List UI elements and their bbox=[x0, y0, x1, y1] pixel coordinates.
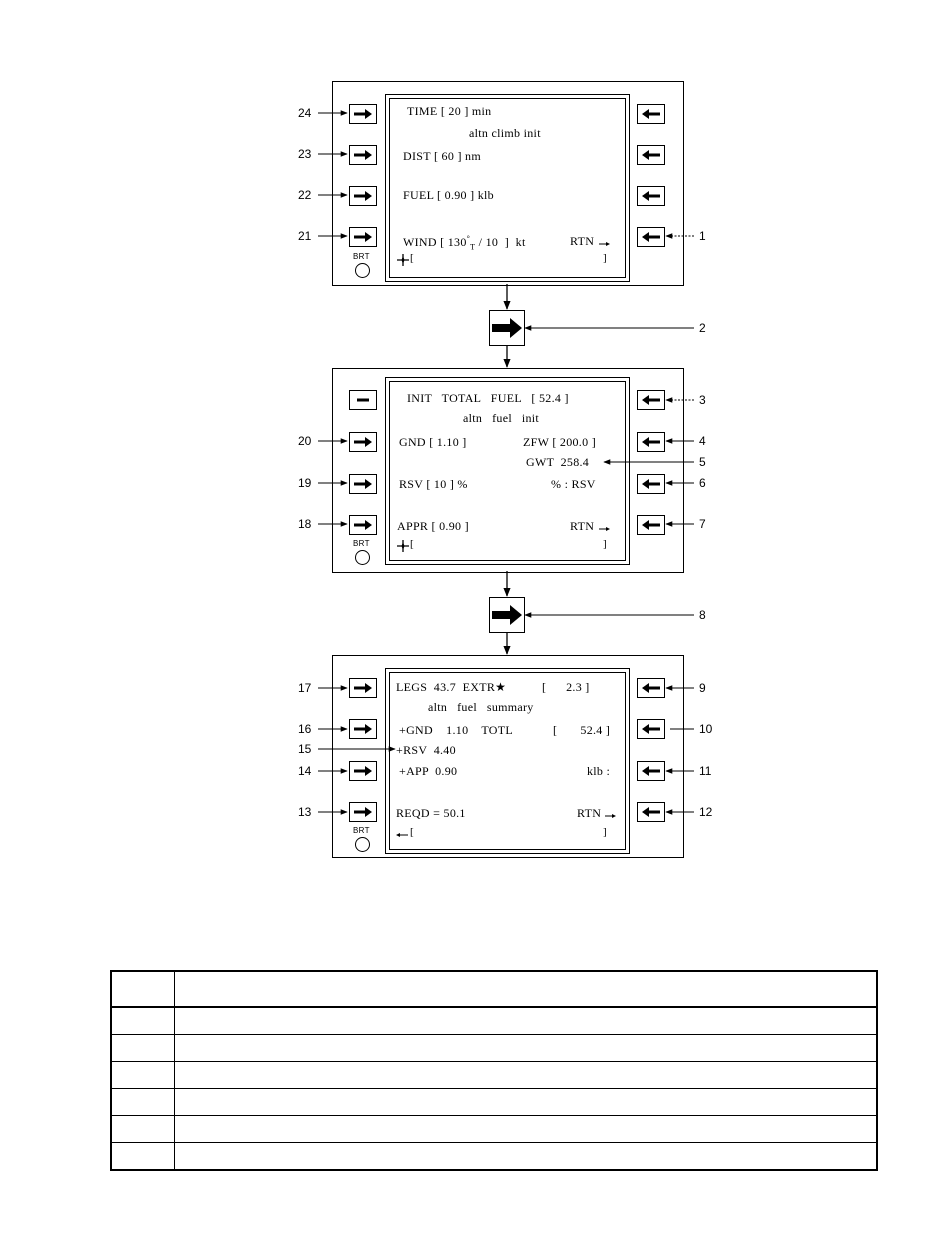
callout-7: 7 bbox=[699, 517, 706, 531]
table-cell bbox=[111, 1116, 175, 1143]
table-row bbox=[111, 1116, 877, 1143]
callout-13: 13 bbox=[298, 805, 312, 819]
callout-8: 8 bbox=[699, 608, 706, 622]
callout-24: 24 bbox=[298, 106, 312, 120]
brt-label: BRT bbox=[353, 826, 370, 835]
legs-extr-label: LEGS 43.7 EXTR bbox=[396, 680, 496, 694]
appr-field: APPR [ 0.90 ] bbox=[397, 519, 469, 533]
table-header-row bbox=[111, 971, 877, 1007]
table-row bbox=[111, 1062, 877, 1089]
left-callout-leaders bbox=[318, 113, 395, 812]
table-row bbox=[111, 1143, 877, 1171]
scratchpad-close: ] bbox=[603, 252, 607, 264]
reqd-line: REQD = 50.1 bbox=[396, 806, 466, 820]
scratchpad-close: ] bbox=[603, 826, 607, 838]
init-total-fuel-line: INIT TOTAL FUEL [ 52.4 ] bbox=[407, 391, 569, 405]
callout-12: 12 bbox=[699, 805, 713, 819]
brt-label: BRT bbox=[353, 539, 370, 548]
rsv-line: +RSV 4.40 bbox=[396, 743, 456, 757]
scratchpad-open: [ bbox=[410, 538, 414, 550]
klb-label: klb : bbox=[587, 764, 611, 778]
table-cell bbox=[111, 1062, 175, 1089]
table-cell bbox=[175, 1007, 878, 1035]
rtn-label: RTN bbox=[577, 806, 602, 820]
rtn-label: RTN bbox=[570, 234, 595, 248]
callout-6: 6 bbox=[699, 476, 706, 490]
callout-11: 11 bbox=[699, 764, 712, 778]
table-row bbox=[111, 1007, 877, 1035]
page-title: altn fuel summary bbox=[428, 700, 534, 714]
pct-rsv-label: % : RSV bbox=[551, 477, 596, 491]
callout-20: 20 bbox=[298, 434, 312, 448]
fuel-line: FUEL [ 0.90 ] klb bbox=[403, 188, 494, 202]
true-ref: T bbox=[470, 242, 476, 252]
dist-line: DIST [ 60 ] nm bbox=[403, 149, 481, 163]
degree-sign: ° bbox=[466, 234, 471, 243]
zfw-field: ZFW [ 200.0 ] bbox=[523, 435, 597, 449]
time-line: TIME [ 20 ] min bbox=[407, 104, 492, 118]
scratchpad-close: ] bbox=[603, 538, 607, 550]
gnd-field: GND [ 1.10 ] bbox=[399, 435, 467, 449]
wind-suffix: / 10 ] kt bbox=[475, 235, 526, 249]
callout-18: 18 bbox=[298, 517, 312, 531]
callout-14: 14 bbox=[298, 764, 312, 778]
wind-prefix: WIND [ 130 bbox=[403, 235, 467, 249]
callout-17: 17 bbox=[298, 681, 312, 695]
scratchpad-open: [ bbox=[410, 826, 414, 838]
callout-1: 1 bbox=[699, 229, 706, 243]
table-cell bbox=[175, 971, 878, 1007]
callout-9: 9 bbox=[699, 681, 706, 695]
table-row bbox=[111, 1035, 877, 1062]
page-title: altn climb init bbox=[469, 126, 541, 140]
table-cell bbox=[111, 1035, 175, 1062]
table-cell bbox=[175, 1035, 878, 1062]
callout-15: 15 bbox=[298, 742, 312, 756]
rtn-label: RTN bbox=[570, 519, 595, 533]
table-cell bbox=[111, 1007, 175, 1035]
callout-21: 21 bbox=[298, 229, 312, 243]
table-cell bbox=[175, 1143, 878, 1171]
right-callout-leaders bbox=[525, 236, 694, 812]
page-title: altn fuel init bbox=[463, 411, 540, 425]
gnd-totl-line: +GND 1.10 TOTL bbox=[399, 723, 513, 737]
rsv-field: RSV [ 10 ] % bbox=[399, 477, 468, 491]
gwt-value: GWT 258.4 bbox=[526, 455, 590, 469]
extr-field: [ 2.3 ] bbox=[542, 680, 590, 694]
table-cell bbox=[175, 1116, 878, 1143]
callout-2: 2 bbox=[699, 321, 706, 335]
table-cell bbox=[175, 1089, 878, 1116]
callout-10: 10 bbox=[699, 722, 713, 736]
callout-22: 22 bbox=[298, 188, 312, 202]
table-cell bbox=[175, 1062, 878, 1089]
callout-16: 16 bbox=[298, 722, 312, 736]
brt-label: BRT bbox=[353, 252, 370, 261]
table-cell bbox=[111, 1143, 175, 1171]
callout-3: 3 bbox=[699, 393, 706, 407]
table-row bbox=[111, 1089, 877, 1116]
callout-5: 5 bbox=[699, 455, 706, 469]
totl-field: [ 52.4 ] bbox=[553, 723, 611, 737]
callout-4: 4 bbox=[699, 434, 706, 448]
callout-19: 19 bbox=[298, 476, 312, 490]
scratchpad-open: [ bbox=[410, 252, 414, 264]
table-cell bbox=[111, 971, 175, 1007]
star-icon: ★ bbox=[495, 680, 507, 694]
app-line: +APP 0.90 bbox=[399, 764, 458, 778]
callout-23: 23 bbox=[298, 147, 312, 161]
description-table bbox=[110, 970, 878, 1171]
table-cell bbox=[111, 1089, 175, 1116]
